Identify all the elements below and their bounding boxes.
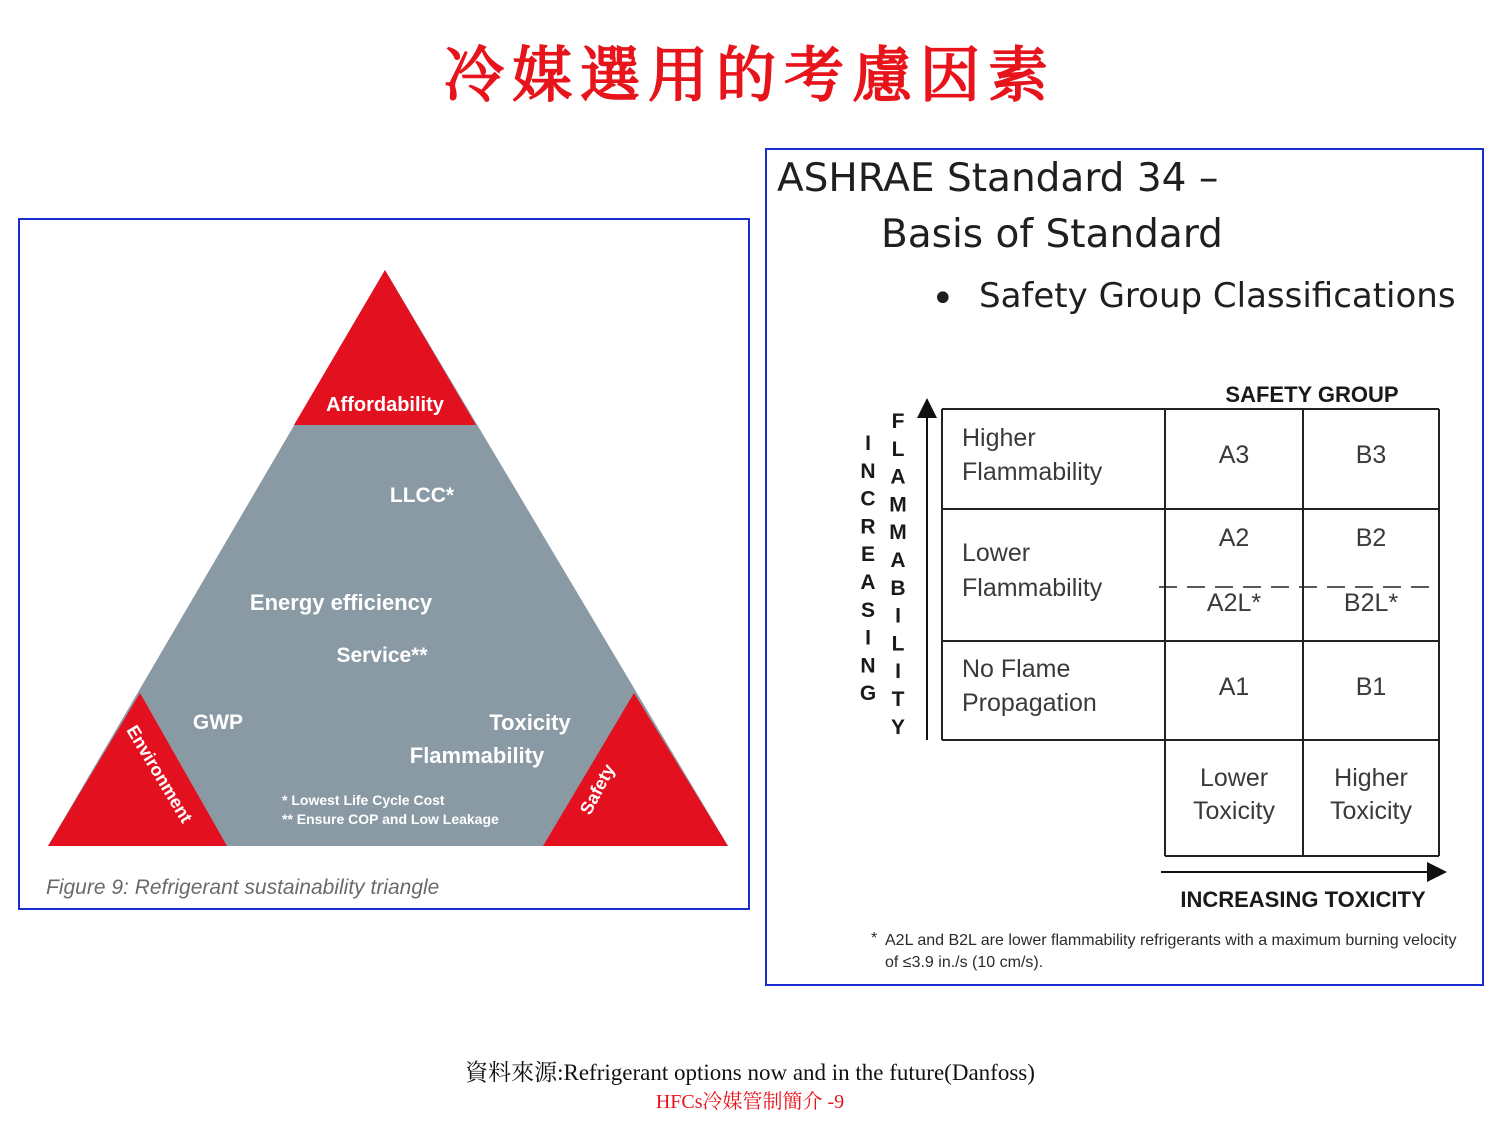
increasing-axis-letter: E [860,543,876,567]
col-label-lower-toxicity: Lower [1199,764,1269,792]
cell-a2l: A2L* [1206,589,1262,617]
flammability-axis-letter: M [889,493,907,517]
toxicity-label: Toxicity [489,710,571,735]
flammability-axis-letter: F [891,410,905,433]
flammability-axis-letter: B [890,576,906,600]
col-label-higher-toxicity-2: Toxicity [1330,797,1412,825]
increasing-axis-letter: C [860,487,876,511]
increasing-axis-label [860,432,876,705]
row-label-higher: Higher [962,424,1036,452]
increasing-axis-letter: I [865,432,871,455]
safety-label: Safety [575,760,619,818]
cell-a1: A1 [1218,673,1250,701]
increasing-axis-letter: N [860,654,876,678]
flammability-axis-letter: M [889,521,907,545]
increasing-axis-letter: I [865,626,871,650]
source-citation: 資料來源:Refrigerant options now and in the future(Danfoss) [465,1060,1035,1085]
ashrae-heading: ASHRAE Standard 34 – [777,156,1219,201]
flammability-axis-letter: T [891,688,905,711]
increasing-toxicity-label: INCREASING TOXICITY [1180,887,1426,912]
flammability-axis-letter: I [895,660,901,684]
row-label-higher-2: Flammability [962,458,1103,486]
col-label-lower-toxicity-2: Toxicity [1193,797,1275,825]
triangle-svg [20,220,748,908]
energy-efficiency-label: Energy efficiency [249,590,433,615]
flammability-axis-letter: L [891,437,905,461]
flammability-axis-label [889,410,907,739]
flammability-axis-letter: I [895,604,901,628]
footnote-star: * [871,930,878,947]
page-number: HFCs冷媒管制簡介 -9 [655,1091,845,1113]
increasing-axis-letter: N [860,459,876,483]
row-label-lower-2: Flammability [962,574,1103,602]
col-label-higher-toxicity: Higher [1334,764,1408,792]
cell-a2: A2 [1218,524,1250,552]
gwp-label: GWP [192,711,244,734]
increasing-axis-letter: R [860,515,876,539]
flammability-axis-letter: L [891,632,905,656]
row-label-noflame-2: Propagation [962,689,1097,717]
service-label: Service** [336,644,428,667]
cell-b2l: B2L* [1343,589,1399,617]
llcc-label: LLCC* [389,484,455,507]
cell-b3: B3 [1355,441,1387,469]
row-label-noflame: No Flame [962,655,1071,683]
safety-group-label: SAFETY GROUP [1225,382,1399,407]
safety-group-chart [767,150,1482,984]
flammability-label: Flammability [409,743,545,768]
flammability-axis-letter: A [890,549,906,572]
ashrae-subheading: Basis of Standard [881,212,1223,257]
increasing-axis-letter: S [860,598,876,622]
environment-label: Environment [122,721,197,827]
row-label-lower: Lower [962,539,1031,567]
page-title: 冷媒選用的考慮因素 [444,41,1056,111]
increasing-axis-letter: A [860,571,876,594]
affordability-label: Affordability [326,394,444,416]
cell-b1: B1 [1355,673,1387,701]
bullet-icon: • [931,276,955,322]
note-llcc: * Lowest Life Cycle Cost [282,792,445,808]
increasing-axis-letter: G [859,682,877,706]
footnote-text: A2L and B2L are lower flammability refrigerants with a maximum burning velocity of ≤3.9 in./s (10 cm/s). [885,932,1457,971]
ashrae-safety-panel [765,148,1484,986]
cell-a3: A3 [1218,441,1250,469]
safety-group-heading: Safety Group Classifications [979,276,1456,316]
cell-b2: B2 [1355,524,1387,552]
note-service: ** Ensure COP and Low Leakage [282,811,499,827]
sustainability-triangle-figure [18,218,750,910]
flammability-axis-letter: A [890,465,906,489]
flammability-axis-letter: Y [890,715,906,739]
figure-caption: Figure 9: Refrigerant sustainability triangle [46,876,440,899]
